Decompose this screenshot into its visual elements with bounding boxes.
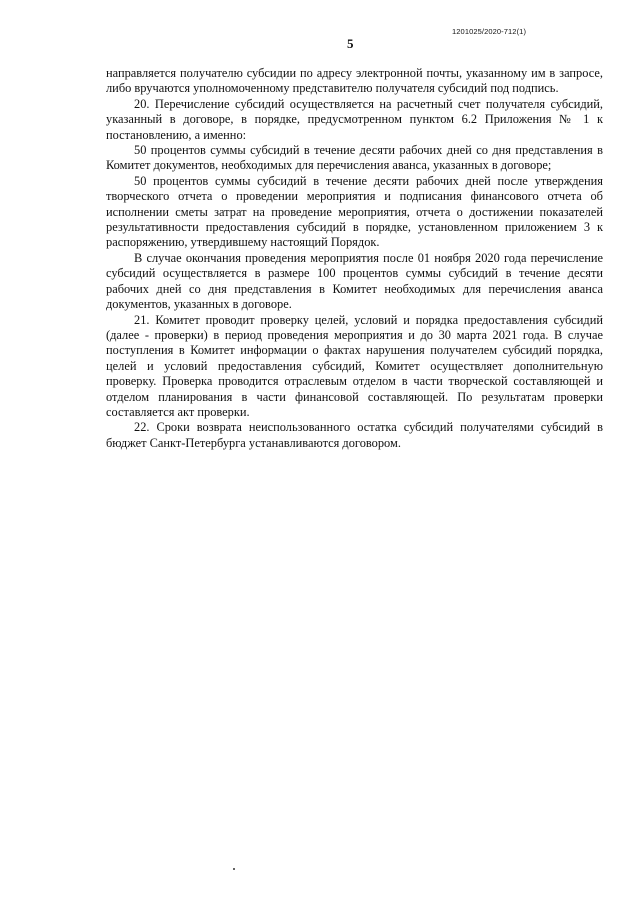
document-id: 1201025/2020-712(1) — [452, 27, 527, 36]
scan-dot — [233, 868, 235, 870]
paragraph-continuation: направляется получателю субсидии по адресу электронной почты, указанному им в запросе, либо вручаются уполномоченному представителю получателя субсидий под подпись. — [106, 66, 603, 96]
paragraph-advance-payment: 50 процентов суммы субсидий в течение десяти рабочих дней со дня представления в Комитет документов, необходимых для перечисления аванса, указанных в договоре; — [106, 143, 603, 173]
paragraph-22: 22. Сроки возврата неиспользованного остатка субсидий получателями субсидий в бюджет Санкт-Петербурга устанавливаются договором. — [106, 420, 603, 450]
page-number: 5 — [347, 36, 354, 51]
paragraph-21: 21. Комитет проводит проверку целей, условий и порядка предоставления субсидий (далее - проверки) в период проведения мероприятия и до 30 марта 2021 года. В случае поступления в Комитет информации о фактах нарушения получателем субсидий порядка, целей и условий предоставления субсидий, Комитет осуществляет дополнительную проверку. Проверка проводится отраслевым отделом в части творческой составляющей и отделом планирования в части финансовой составляющей. По результатам проверки составляется акт проверки. — [106, 312, 603, 419]
paragraph-full-payment-case: В случае окончания проведения мероприятия после 01 ноября 2020 года перечисление субсидий осуществляется в размере 100 процентов суммы субсидий в течение десяти рабочих дней со дня представления в Комитет необходимых для перечисления аванса документов, указанных в договоре. — [106, 250, 603, 312]
paragraph-20: 20. Перечисление субсидий осуществляется на расчетный счет получателя субсидий, указанный в договоре, в порядке, предусмотренном пунктом 6.2 Приложения № 1 к постановлению, а именно: — [106, 96, 603, 142]
document-body — [106, 66, 603, 451]
paragraph-final-payment: 50 процентов суммы субсидий в течение десяти рабочих дней после утверждения творческого отчета о проведении мероприятия и подписания финансового отчета об исполнении сметы затрат на проведение мероприятия, отчета о достижении показателей результативности предоставления субсидий в порядке, установленном приложением 3 к распоряжению, утвердившему настоящий Порядок. — [106, 173, 603, 250]
